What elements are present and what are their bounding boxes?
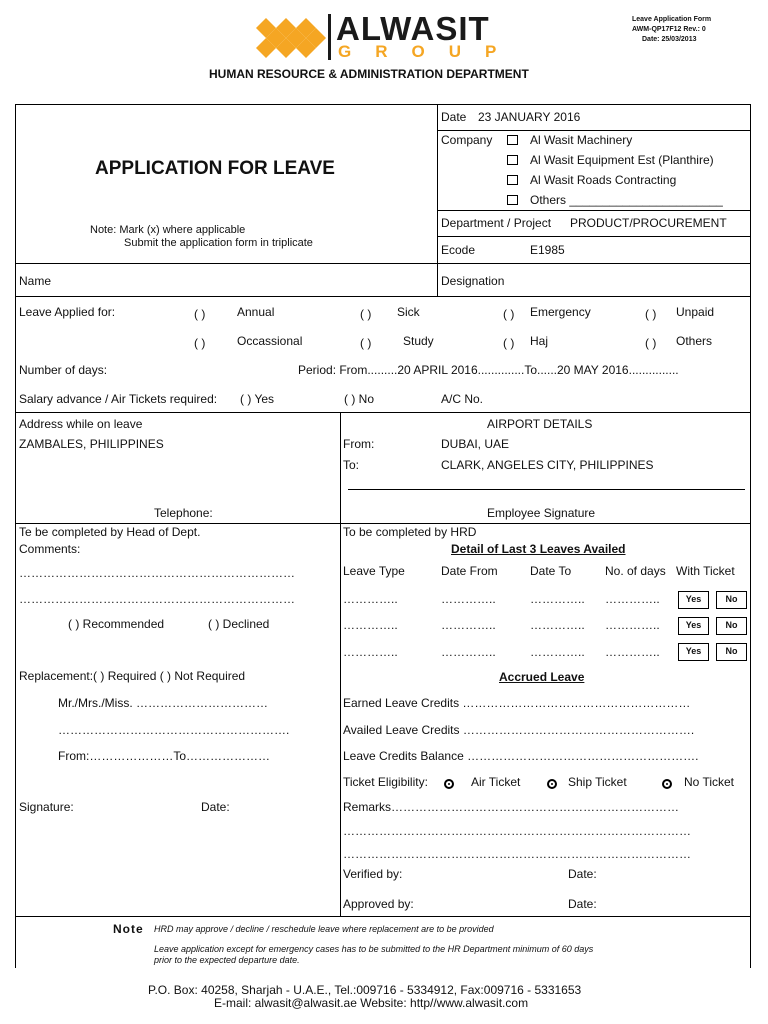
salary-yes-option[interactable]: ( ) Yes (240, 392, 275, 406)
form-title: APPLICATION FOR LEAVE (95, 158, 335, 179)
leave-type-emergency: Emergency (530, 305, 591, 319)
name-label: Name (19, 274, 52, 288)
leave-applied-label: Leave Applied for: (19, 305, 116, 319)
note-text-2: Leave application except for emergency cases has to be submitted to the HR Department minimum of 60 days (154, 944, 594, 954)
ecode-label: Ecode (441, 243, 476, 257)
line-company-bottom (437, 210, 750, 211)
bracket-sick[interactable]: ( ) (360, 307, 372, 321)
replacement-options[interactable]: Replacement:( ) Required ( ) Not Required (19, 669, 246, 683)
hrd-title: To be completed by HRD (343, 525, 477, 539)
row3-date-from[interactable]: ………….. (441, 645, 496, 659)
period-text[interactable]: Period: From.........20 APRIL 2016..............To......20 MAY 2016............... (298, 363, 679, 377)
airport-details-heading: AIRPORT DETAILS (487, 417, 593, 431)
recommended-option[interactable]: ( ) Recommended (68, 617, 165, 631)
brand-sub: GROUP (338, 42, 521, 61)
air-ticket-label: Air Ticket (471, 775, 521, 789)
replacement-name-line[interactable]: Mr./Mrs./Miss. …………………………… (58, 696, 268, 710)
airport-to-label: To: (343, 458, 360, 472)
remarks-line-3[interactable]: …………………………………………………………………………… (343, 847, 691, 861)
department-value[interactable]: PRODUCT/PROCUREMENT (570, 216, 727, 230)
footer-contact: E-mail: alwasit@alwasit.ae Website: http//www.alwasit.com (214, 996, 529, 1010)
date-value[interactable]: 23 JANUARY 2016 (478, 110, 581, 124)
address-divider (340, 412, 341, 524)
leave-type-others: Others (676, 334, 713, 348)
airport-to-value[interactable]: CLARK, ANGELES CITY, PHILIPPINES (441, 458, 654, 472)
replacement-blank-line[interactable]: …………………………………………………. (58, 723, 290, 737)
earned-leave-line[interactable]: Earned Leave Credits ………………………………………………… (343, 696, 691, 710)
logo-divider (328, 14, 331, 60)
row2-date-to[interactable]: ………….. (530, 618, 585, 632)
line-address-bottom (15, 523, 751, 524)
row2-date-from[interactable]: ………….. (441, 618, 496, 632)
bracket-haj[interactable]: ( ) (503, 336, 515, 350)
leave-type-haj: Haj (530, 334, 549, 348)
leave-type-unpaid: Unpaid (676, 305, 715, 319)
days-label: Number of days: (19, 363, 108, 377)
row3-date-to[interactable]: ………….. (530, 645, 585, 659)
bracket-occassional[interactable]: ( ) (194, 336, 206, 350)
salary-label: Salary advance / Air Tickets required: (19, 392, 218, 406)
declined-option[interactable]: ( ) Declined (208, 617, 270, 631)
column-with-ticket: With Ticket (676, 564, 735, 578)
bracket-emergency[interactable]: ( ) (503, 307, 515, 321)
date-label: Date (441, 110, 467, 124)
head-dept-title: Te be completed by Head of Dept. (19, 525, 201, 539)
comments-line-1[interactable]: …………………………………………………………… (19, 566, 295, 580)
address-label: Address while on leave (19, 417, 143, 431)
row2-leave-type[interactable]: ………….. (343, 618, 398, 632)
airport-from-value[interactable]: DUBAI, UAE (441, 437, 510, 451)
note-text-3: prior to the expected departure date. (154, 955, 300, 965)
company-label: Company (441, 133, 493, 147)
leave-type-sick: Sick (397, 305, 420, 319)
bracket-annual[interactable]: ( ) (194, 307, 206, 321)
verified-date-label: Date: (568, 867, 597, 881)
row1-date-to[interactable]: ………….. (530, 592, 585, 606)
company-checkbox-machinery[interactable] (507, 135, 518, 145)
comments-label: Comments: (19, 542, 81, 556)
company-checkbox-others[interactable] (507, 195, 518, 205)
line-lower-bottom (15, 916, 751, 917)
leave-type-study: Study (403, 334, 434, 348)
row1-days[interactable]: ………….. (605, 592, 660, 606)
company-option-equipment: Al Wasit Equipment Est (Planthire) (530, 153, 714, 167)
ship-ticket-label: Ship Ticket (568, 775, 627, 789)
telephone-label: Telephone: (154, 506, 213, 520)
accrued-leave-title: Accrued Leave (499, 670, 585, 684)
row1-no-box[interactable]: No (716, 591, 747, 609)
bracket-unpaid[interactable]: ( ) (645, 307, 657, 321)
ac-no-label: A/C No. (441, 392, 484, 406)
line-date-bottom (437, 130, 750, 131)
replacement-from-to-line[interactable]: From:…………………To………………… (58, 749, 271, 763)
line-header-bottom (15, 263, 751, 264)
note-text-1: HRD may approve / decline / reschedule leave where replacement are to be provided (154, 924, 494, 934)
leave-type-annual: Annual (237, 305, 275, 319)
note-line-2: Submit the application form in triplicate (124, 237, 313, 249)
column-date-to: Date To (530, 564, 572, 578)
ship-ticket-radio[interactable] (547, 779, 557, 789)
row1-leave-type[interactable]: ………….. (343, 592, 398, 606)
balance-leave-line[interactable]: Leave Credits Balance …………………………………………………. (343, 749, 699, 763)
table-left-border (15, 104, 16, 968)
row3-no-box[interactable]: No (716, 643, 747, 661)
note-line-1: Note: Mark (x) where applicable (90, 224, 246, 236)
alwasit-logo-icon (256, 14, 326, 62)
row1-date-from[interactable]: ………….. (441, 592, 496, 606)
line-name-bottom (15, 296, 751, 297)
comments-line-2[interactable]: …………………………………………………………… (19, 592, 295, 606)
row3-days[interactable]: ………….. (605, 645, 660, 659)
air-ticket-radio[interactable] (444, 779, 454, 789)
row2-days[interactable]: ………….. (605, 618, 660, 632)
note-label: Note (113, 922, 144, 936)
lower-divider (340, 523, 341, 916)
airport-from-label: From: (343, 437, 375, 451)
line-salary-bottom (15, 412, 751, 413)
footer-address: P.O. Box: 40258, Sharjah - U.A.E., Tel.:009716 - 5334912, Fax:009716 - 5331653 (148, 983, 582, 997)
approved-date-label: Date: (568, 897, 597, 911)
form-code: AWM-QP17F12 Rev.: 0 (632, 26, 706, 33)
ecode-value[interactable]: E1985 (530, 243, 565, 257)
row2-no-box[interactable]: No (716, 617, 747, 635)
designation-label: Designation (441, 274, 505, 288)
company-option-others: Others _______________________ (530, 193, 723, 207)
no-ticket-label: No Ticket (684, 775, 735, 789)
no-ticket-radio[interactable] (662, 779, 672, 789)
employee-signature-label: Employee Signature (487, 506, 596, 520)
department-label: Department / Project (441, 216, 552, 230)
brand-name: ALWASIT (336, 10, 490, 47)
last-leaves-title: Detail of Last 3 Leaves Availed (451, 542, 626, 556)
address-value[interactable]: ZAMBALES, PHILIPPINES (19, 437, 164, 451)
form-code-date: Date: 25/03/2013 (642, 36, 697, 43)
approved-by-label: Approved by: (343, 897, 414, 911)
signature-line (348, 489, 745, 490)
top-section-divider (437, 104, 438, 296)
salary-no-option[interactable]: ( ) No (344, 392, 374, 406)
department-heading: HUMAN RESOURCE & ADMINISTRATION DEPARTMENT (209, 67, 529, 81)
availed-leave-line[interactable]: Availed Leave Credits …………………………………………………. (343, 723, 695, 737)
remarks-line-2[interactable]: …………………………………………………………………………… (343, 824, 691, 838)
leave-type-occassional: Occassional (237, 334, 303, 348)
ticket-eligibility-label: Ticket Eligibility: (343, 775, 428, 789)
column-date-from: Date From (441, 564, 498, 578)
company-option-roads: Al Wasit Roads Contracting (530, 173, 677, 187)
company-checkbox-equipment[interactable] (507, 155, 518, 165)
company-option-machinery: Al Wasit Machinery (530, 133, 633, 147)
verified-by-label: Verified by: (343, 867, 403, 881)
column-no-of-days: No. of days (605, 564, 666, 578)
row3-leave-type[interactable]: ………….. (343, 645, 398, 659)
line-dept-bottom (437, 236, 750, 237)
remarks-line[interactable]: Remarks……………………………………………………………… (343, 800, 680, 814)
row2-yes-box[interactable]: Yes (678, 617, 709, 635)
table-top-border (15, 104, 751, 105)
row3-yes-box[interactable]: Yes (678, 643, 709, 661)
head-date-label: Date: (201, 800, 230, 814)
column-leave-type: Leave Type (343, 564, 405, 578)
company-checkbox-roads[interactable] (507, 175, 518, 185)
head-signature-label: Signature: (19, 800, 74, 814)
bracket-study[interactable]: ( ) (360, 336, 372, 350)
bracket-others[interactable]: ( ) (645, 336, 657, 350)
form-code-title: Leave Application Form (632, 16, 712, 23)
table-right-border (750, 104, 751, 968)
row1-yes-box[interactable]: Yes (678, 591, 709, 609)
